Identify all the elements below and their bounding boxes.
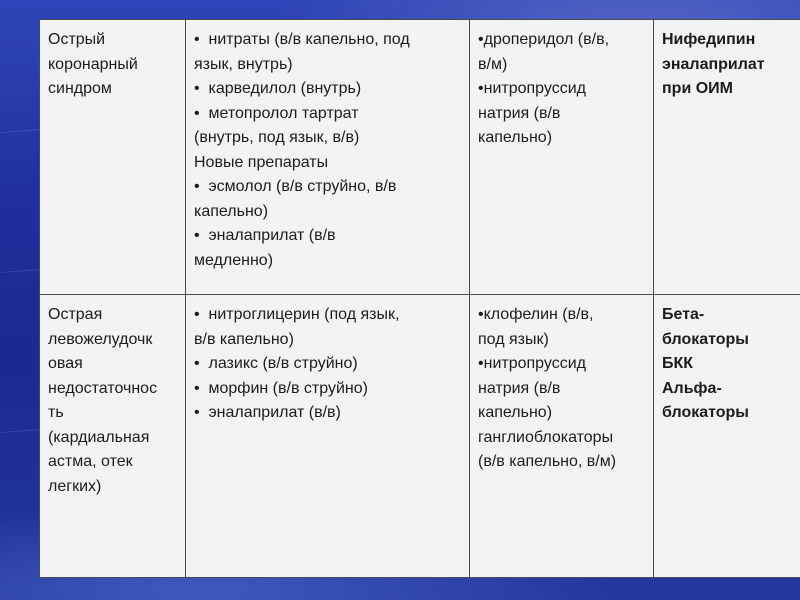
drug-line: медленно) [194, 251, 274, 269]
condition-line: (кардиальная [48, 428, 150, 446]
condition-line: левожелудочк [48, 330, 153, 348]
drug-line: капельно) [194, 202, 269, 220]
table-row-acute-coronary [40, 20, 800, 295]
alternative-line: под язык) [478, 330, 549, 348]
drug-table [39, 19, 800, 578]
drug-line: • эналаприлат (в/в [194, 227, 336, 244]
alternative-line: капельно) [478, 404, 553, 421]
condition-line: Острый [48, 31, 106, 48]
contraindicated-line: эналаприлат [662, 55, 765, 73]
contraindicated-cell [654, 20, 800, 295]
drug-line: • нитраты (в/в капельно, под [194, 31, 410, 48]
drugs-cell [186, 295, 470, 578]
drug-table-container [39, 19, 800, 577]
condition-line: Острая [48, 306, 103, 323]
condition-line: недостаточнос [48, 379, 158, 397]
drug-line: • лазикс (в/в струйно) [194, 355, 358, 372]
condition-line: легких) [48, 477, 102, 495]
alternative-line: •нитропруссид [478, 80, 586, 97]
alternative-line: в/м) [478, 55, 508, 73]
drug-line: • эсмолол (в/в струйно, в/в [194, 178, 397, 195]
alternative-line: •клофелин (в/в, [478, 306, 594, 323]
alternative-line: капельно) [478, 129, 553, 146]
condition-cell [40, 295, 186, 578]
alternative-line: натрия (в/в [478, 379, 561, 397]
drug-line: язык, внутрь) [194, 55, 293, 73]
alternative-line: натрия (в/в [478, 104, 561, 122]
drug-line: в/в капельно) [194, 330, 294, 348]
condition-line: астма, отек [48, 453, 133, 470]
drugs-cell [186, 20, 470, 295]
contraindicated-line: блокаторы [662, 404, 749, 421]
drug-line: • эналаприлат (в/в) [194, 404, 341, 421]
alternative-line: •дроперидол (в/в, [478, 31, 610, 48]
drug-line: • нитроглицерин (под язык, [194, 306, 400, 323]
condition-line: овая [48, 355, 83, 372]
contraindicated-line: Нифедипин [662, 31, 756, 48]
drug-line: • карведилол (внутрь) [194, 80, 362, 97]
alternative-line: (в/в капельно, в/м) [478, 453, 617, 470]
condition-line: коронарный [48, 55, 138, 73]
contraindicated-line: блокаторы [662, 330, 749, 348]
alternative-line: ганглиоблокаторы [478, 428, 614, 446]
contraindicated-line: БКК [662, 355, 694, 372]
contraindicated-line: Бета- [662, 306, 705, 323]
drug-line: • метопролол тартрат [194, 104, 359, 122]
alternatives-cell [470, 20, 654, 295]
table-row-acute-lv-failure [40, 295, 800, 578]
condition-line: синдром [48, 80, 112, 97]
contraindicated-line: Альфа- [662, 379, 722, 397]
contraindicated-line: при ОИМ [662, 80, 733, 97]
drug-line: Новые препараты [194, 153, 329, 171]
condition-line: ть [48, 404, 64, 421]
alternatives-cell [470, 295, 654, 578]
contraindicated-cell [654, 295, 800, 578]
drug-line: • морфин (в/в струйно) [194, 379, 368, 397]
condition-cell [40, 20, 186, 295]
alternative-line: •нитропруссид [478, 355, 586, 372]
drug-line: (внутрь, под язык, в/в) [194, 129, 360, 146]
